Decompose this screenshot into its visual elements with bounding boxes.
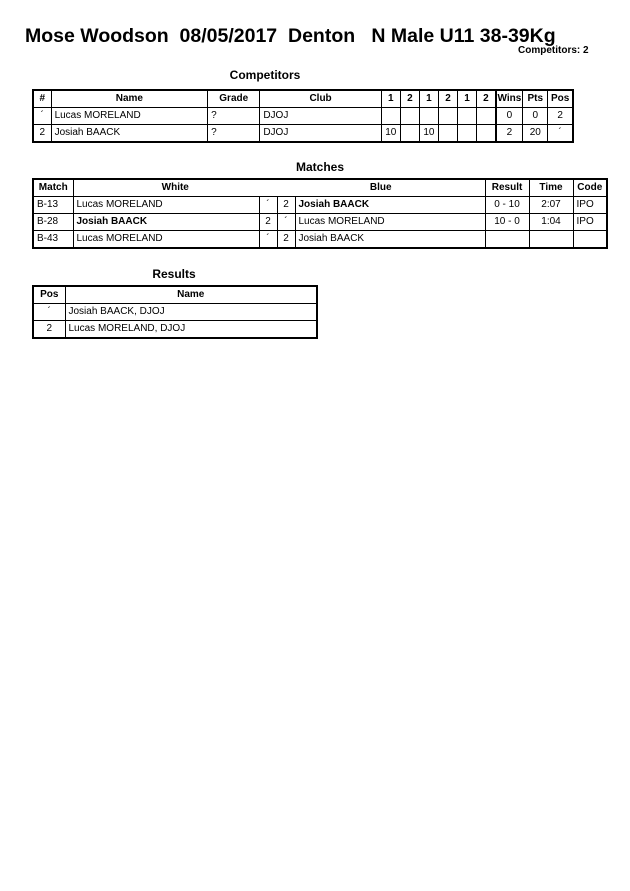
match-row bbox=[33, 214, 607, 231]
match-code: IPO bbox=[573, 214, 607, 231]
blue-player: Josiah BAACK bbox=[295, 197, 485, 214]
col-header: Blue bbox=[277, 179, 485, 197]
col-header: Pos bbox=[548, 90, 573, 108]
page-title: Mose Woodson 08/05/2017 Denton N Male U11 38-39Kg bbox=[25, 25, 556, 47]
score-cell bbox=[400, 125, 419, 143]
matches-header-row bbox=[33, 179, 607, 197]
score-cell bbox=[438, 125, 457, 143]
col-header: Name bbox=[51, 90, 208, 108]
competitors-header-row bbox=[33, 90, 573, 108]
competitor-wins: 0 bbox=[496, 108, 523, 125]
competitors-heading: Competitors bbox=[229, 68, 301, 82]
score-cell bbox=[477, 125, 496, 143]
col-header: Club bbox=[260, 90, 381, 108]
match-row bbox=[33, 197, 607, 214]
col-header: White bbox=[73, 179, 277, 197]
match-row bbox=[33, 231, 607, 249]
results-header-row bbox=[33, 286, 317, 304]
match-code: IPO bbox=[573, 197, 607, 214]
competitor-grade: ? bbox=[208, 125, 260, 143]
col-header: Match bbox=[33, 179, 73, 197]
col-header: 1 bbox=[458, 90, 477, 108]
col-header: Wins bbox=[496, 90, 523, 108]
score-cell bbox=[458, 125, 477, 143]
match-time: 2:07 bbox=[529, 197, 573, 214]
results-heading: Results bbox=[152, 267, 196, 281]
score-cell bbox=[400, 108, 419, 125]
matches-table bbox=[32, 178, 608, 249]
col-header: 1 bbox=[381, 90, 400, 108]
col-header: Pts bbox=[523, 90, 548, 108]
match-id: B-43 bbox=[33, 231, 73, 249]
result-name: Lucas MORELAND, DJOJ bbox=[65, 321, 317, 339]
competitor-position: ´ bbox=[548, 125, 573, 143]
competitor-name: Lucas MORELAND bbox=[51, 108, 208, 125]
white-player: Lucas MORELAND bbox=[73, 231, 259, 249]
white-number: 2 bbox=[259, 214, 277, 231]
col-header: Time bbox=[529, 179, 573, 197]
competitors-count: Competitors: 2 bbox=[518, 45, 589, 56]
score-cell bbox=[381, 108, 400, 125]
match-id: B-13 bbox=[33, 197, 73, 214]
score-cell bbox=[438, 108, 457, 125]
match-time bbox=[529, 231, 573, 249]
results-table bbox=[32, 285, 318, 339]
blue-number: ´ bbox=[277, 214, 295, 231]
col-header: Pos bbox=[33, 286, 65, 304]
result-row bbox=[33, 321, 317, 339]
result-position: 2 bbox=[33, 321, 65, 339]
blue-player: Josiah BAACK bbox=[295, 231, 485, 249]
competitor-row bbox=[33, 108, 573, 125]
competitor-number: ´ bbox=[33, 108, 51, 125]
col-header: Result bbox=[485, 179, 529, 197]
blue-number: 2 bbox=[277, 197, 295, 214]
score-cell bbox=[477, 108, 496, 125]
blue-player: Lucas MORELAND bbox=[295, 214, 485, 231]
match-time: 1:04 bbox=[529, 214, 573, 231]
competitor-points: 0 bbox=[523, 108, 548, 125]
score-cell: 10 bbox=[381, 125, 400, 143]
white-player: Josiah BAACK bbox=[73, 214, 259, 231]
col-header: 1 bbox=[419, 90, 438, 108]
col-header: Name bbox=[65, 286, 317, 304]
col-header: 2 bbox=[477, 90, 496, 108]
competitor-number: 2 bbox=[33, 125, 51, 143]
competitor-club: DJOJ bbox=[260, 125, 381, 143]
match-code bbox=[573, 231, 607, 249]
score-cell bbox=[419, 108, 438, 125]
result-row bbox=[33, 304, 317, 321]
col-header: # bbox=[33, 90, 51, 108]
score-cell bbox=[458, 108, 477, 125]
white-number: ´ bbox=[259, 231, 277, 249]
blue-number: 2 bbox=[277, 231, 295, 249]
match-result bbox=[485, 231, 529, 249]
col-header: Grade bbox=[208, 90, 260, 108]
white-number: ´ bbox=[259, 197, 277, 214]
result-name: Josiah BAACK, DJOJ bbox=[65, 304, 317, 321]
competitor-club: DJOJ bbox=[260, 108, 381, 125]
competitor-row bbox=[33, 125, 573, 143]
col-header: 2 bbox=[400, 90, 419, 108]
competitor-grade: ? bbox=[208, 108, 260, 125]
match-id: B-28 bbox=[33, 214, 73, 231]
competitor-wins: 2 bbox=[496, 125, 523, 143]
score-cell: 10 bbox=[419, 125, 438, 143]
competitor-position: 2 bbox=[548, 108, 573, 125]
col-header: Code bbox=[573, 179, 607, 197]
match-result: 0 - 10 bbox=[485, 197, 529, 214]
result-position: ´ bbox=[33, 304, 65, 321]
col-header: 2 bbox=[438, 90, 457, 108]
competitor-name: Josiah BAACK bbox=[51, 125, 208, 143]
matches-heading: Matches bbox=[295, 160, 345, 174]
match-result: 10 - 0 bbox=[485, 214, 529, 231]
competitors-table bbox=[32, 89, 574, 143]
competitor-points: 20 bbox=[523, 125, 548, 143]
white-player: Lucas MORELAND bbox=[73, 197, 259, 214]
